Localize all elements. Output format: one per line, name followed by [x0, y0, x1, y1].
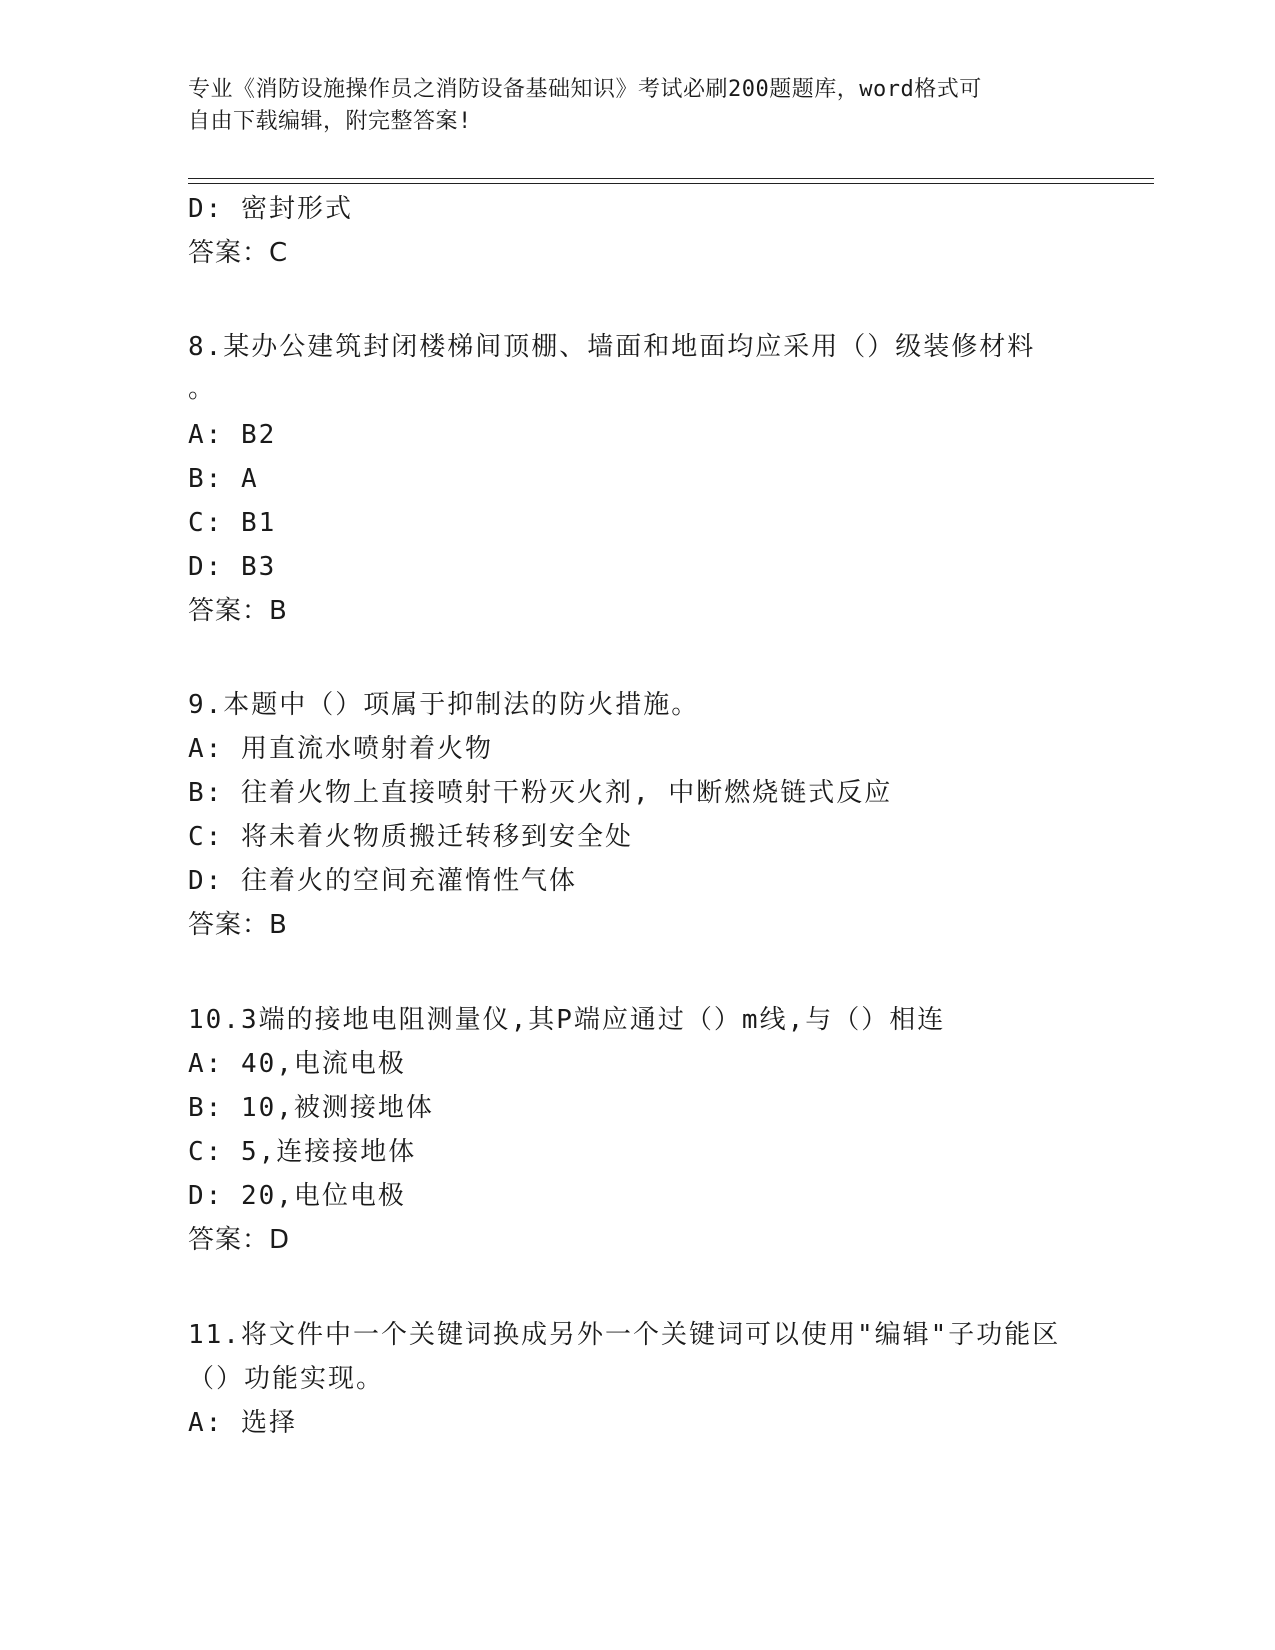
q7-answer: 答案：C: [188, 238, 289, 268]
q10-question: 10.3端的接地电阻测量仪,其P端应通过（）m线,与（）相连: [188, 1005, 946, 1035]
q7-option-d: D: 密封形式: [188, 194, 353, 224]
q8-option-d: D: B3: [188, 552, 277, 582]
q8-option-b: B: A: [188, 464, 259, 494]
q10-option-a: A: 40,电流电极: [188, 1049, 406, 1079]
q8-option-c: C: B1: [188, 508, 277, 538]
q9-answer: 答案：B: [188, 910, 288, 940]
q10-option-d: D: 20,电位电极: [188, 1181, 406, 1211]
q10-answer: 答案：D: [188, 1225, 291, 1255]
q10-option-c: C: 5,连接接地体: [188, 1137, 417, 1167]
header-line-2: 自由下载编辑，附完整答案!: [188, 109, 472, 134]
q8-question-line-1: 8.某办公建筑封闭楼梯间顶棚、墙面和地面均应采用（）级装修材料: [188, 332, 1036, 362]
q9-option-d: D: 往着火的空间充灌惰性气体: [188, 866, 577, 896]
header-line-1: 专业《消防设施操作员之消防设备基础知识》考试必刷200题题库，word格式可: [188, 77, 982, 102]
q11-option-a: A: 选择: [188, 1408, 297, 1438]
header-divider-bottom: [188, 183, 1154, 184]
q10-option-b: B: 10,被测接地体: [188, 1093, 434, 1123]
q8-option-a: A: B2: [188, 420, 277, 450]
q9-option-a: A: 用直流水喷射着火物: [188, 734, 493, 764]
header-divider-top: [188, 178, 1154, 179]
q9-question: 9.本题中（）项属于抑制法的防火措施。: [188, 690, 700, 720]
q11-question-line-2: （）功能实现。: [188, 1364, 385, 1394]
document-header: [188, 74, 1088, 138]
q11-question-line-1: 11.将文件中一个关键词换成另外一个关键词可以使用"编辑"子功能区: [188, 1320, 1061, 1350]
q8-question-line-2: 。: [188, 374, 217, 404]
q8-answer: 答案：B: [188, 596, 288, 626]
q9-option-b: B: 往着火物上直接喷射干粉灭火剂, 中断燃烧链式反应: [188, 778, 893, 808]
q9-option-c: C: 将未着火物质搬迁转移到安全处: [188, 822, 633, 852]
